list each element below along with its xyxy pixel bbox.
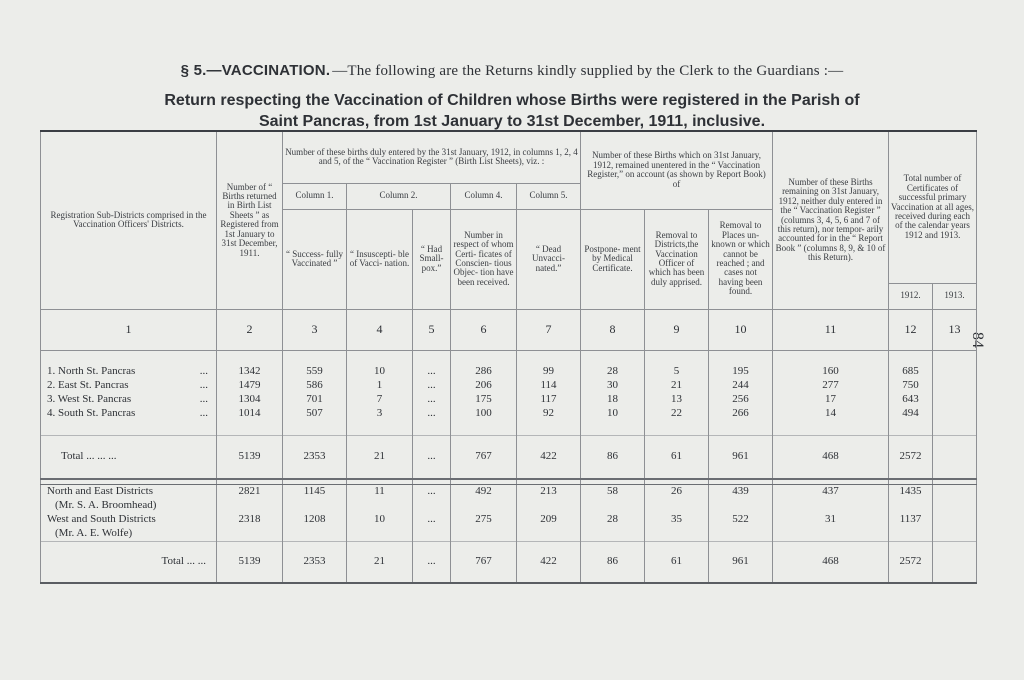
table-cell: 286 <box>451 365 517 379</box>
table-cell: 11 <box>347 484 413 499</box>
table-cell: 2821 <box>217 484 283 499</box>
table-cell: ... <box>413 407 451 421</box>
table-cell: 492 <box>451 484 517 499</box>
table-cell: 31 <box>773 513 889 527</box>
header-total-certificates: Total number of Certificates of successful primary Vaccination at all ages, received during each of the calendar years 1912 and 1913. <box>889 131 977 283</box>
total-label: Total ... ... <box>41 541 217 583</box>
table-cell: 35 <box>645 513 709 527</box>
table-cell: 117 <box>517 393 581 407</box>
section-heading: § 5.—VACCINATION. <box>180 62 331 79</box>
district-name <box>41 365 217 379</box>
table-cell: 58 <box>581 484 645 499</box>
table-cell: 2353 <box>283 541 347 583</box>
table-cell: 507 <box>283 407 347 421</box>
spacer-row <box>41 421 977 436</box>
table-cell: 1014 <box>217 407 283 421</box>
header-conscientious-objection: Number in respect of whom Certi- ficates of Conscien- tious Objec- tion have been received. <box>451 209 517 309</box>
table-cell: 100 <box>451 407 517 421</box>
table-cell: 7 <box>347 393 413 407</box>
table-cell: 767 <box>451 541 517 583</box>
table-cell: 10 <box>347 513 413 527</box>
header-year-1912: 1912. <box>889 283 933 309</box>
column-number: 5 <box>413 309 451 350</box>
table-cell: 750 <box>889 379 933 393</box>
table-cell: 494 <box>889 407 933 421</box>
header-dead-unvaccinated: “ Dead Unvacci- nated.” <box>517 209 581 309</box>
column-number: 13 <box>933 309 977 350</box>
table-cell: 439 <box>709 484 773 499</box>
table-cell: 5 <box>645 365 709 379</box>
leader-dots: ... <box>199 406 208 419</box>
table-cell: 28 <box>581 513 645 527</box>
table-cell: 468 <box>773 435 889 479</box>
table-cell: 1137 <box>889 513 933 527</box>
total-label: Total ... ... ... <box>41 435 217 479</box>
header-successfully-vaccinated: “ Success- fully Vaccinated ” <box>283 209 347 309</box>
table-cell: ... <box>413 541 451 583</box>
table-cell: 195 <box>709 365 773 379</box>
officer-name: (Mr. A. E. Wolfe) <box>41 527 217 542</box>
table-cell: 22 <box>645 407 709 421</box>
table-cell <box>933 435 977 479</box>
table-cell: ... <box>413 513 451 527</box>
page-number: 84 <box>969 332 986 348</box>
table-row <box>41 379 977 393</box>
table-cell: 21 <box>347 435 413 479</box>
return-title-line-2: Saint Pancras, from 1st January to 31st December, 1911, inclusive. <box>258 113 766 130</box>
table-cell: 961 <box>709 541 773 583</box>
column-number: 10 <box>709 309 773 350</box>
header-had-smallpox: “ Had Small- pox.” <box>413 209 451 309</box>
table-row <box>41 513 977 527</box>
leader-dots: ... <box>199 392 208 405</box>
table-cell: ... <box>413 379 451 393</box>
table-cell: 61 <box>645 541 709 583</box>
column-number: 7 <box>517 309 581 350</box>
header-year-1913: 1913. <box>933 283 977 309</box>
table-cell: 2572 <box>889 541 933 583</box>
table-cell <box>933 541 977 583</box>
table-cell: 266 <box>709 407 773 421</box>
table-cell: 17 <box>773 393 889 407</box>
officer-name: (Mr. S. A. Broomhead) <box>41 499 217 513</box>
header-column-2: Column 2. <box>347 183 451 209</box>
column-number: 12 <box>889 309 933 350</box>
table-cell: 1208 <box>283 513 347 527</box>
table-row-continuation <box>41 499 977 513</box>
header-postponement: Postpone- ment by Medical Certificate. <box>581 209 645 309</box>
table-cell: 10 <box>581 407 645 421</box>
district-name <box>41 407 217 421</box>
table-cell: 99 <box>517 365 581 379</box>
table-cell: 10 <box>347 365 413 379</box>
table-cell: 277 <box>773 379 889 393</box>
table-cell: 422 <box>517 435 581 479</box>
table-row <box>41 484 977 499</box>
table-cell: 28 <box>581 365 645 379</box>
column-number: 6 <box>451 309 517 350</box>
table-cell: 1304 <box>217 393 283 407</box>
table-cell: 468 <box>773 541 889 583</box>
table-cell: 30 <box>581 379 645 393</box>
table-cell <box>933 513 977 527</box>
intro-text: —The following are the Returns kindly supplied by the Clerk to the Guardians :— <box>332 63 844 79</box>
table-cell: 961 <box>709 435 773 479</box>
officer-district-name: North and East Districts <box>41 484 217 499</box>
table-cell: 244 <box>709 379 773 393</box>
header-column-1: Column 1. <box>283 183 347 209</box>
column-number: 9 <box>645 309 709 350</box>
table-cell: 86 <box>581 435 645 479</box>
table-cell: 13 <box>645 393 709 407</box>
header-sub-districts: Registration Sub-Districts comprised in the Vaccination Officers' Districts. <box>41 131 217 309</box>
table-cell <box>933 379 977 393</box>
district-label: 1. North St. Pancras <box>47 364 136 377</box>
table-cell: 5139 <box>217 435 283 479</box>
table-cell: 206 <box>451 379 517 393</box>
header-unentered: Number of these Births which on 31st January, 1912, remained unentered in the “ Vaccination Register,” on account (as shown by Report Book) of <box>581 131 773 209</box>
officer-district-name: West and South Districts <box>41 513 217 527</box>
table-cell: 2572 <box>889 435 933 479</box>
table-cell: ... <box>413 365 451 379</box>
return-title-line-1: Return respecting the Vaccination of Children whose Births were registered in the Parish of <box>164 92 860 109</box>
table-cell <box>933 393 977 407</box>
table-cell <box>933 407 977 421</box>
table-cell: 685 <box>889 365 933 379</box>
table-cell: 114 <box>517 379 581 393</box>
table-cell: 767 <box>451 435 517 479</box>
table-cell: 1342 <box>217 365 283 379</box>
header-column-5: Column 5. <box>517 183 581 209</box>
table-cell: 275 <box>451 513 517 527</box>
table-row <box>41 393 977 407</box>
table-row-continuation <box>41 527 977 542</box>
header-insusceptible: “ Insuscepti- ble of Vacci- nation. <box>347 209 413 309</box>
table-cell: 61 <box>645 435 709 479</box>
table-cell: 522 <box>709 513 773 527</box>
vaccination-return-table <box>40 130 977 584</box>
header-births-returned: Number of “ Births returned in Birth List Sheets ” as Registered from 1st January to 31st December, 1911. <box>217 131 283 309</box>
column-number-row <box>41 309 977 350</box>
table-cell: 92 <box>517 407 581 421</box>
column-number: 11 <box>773 309 889 350</box>
column-number: 1 <box>41 309 217 350</box>
table-cell: 256 <box>709 393 773 407</box>
table-cell: 86 <box>581 541 645 583</box>
leader-dots: ... <box>199 364 208 377</box>
table-cell: 213 <box>517 484 581 499</box>
table-cell <box>933 365 977 379</box>
intro-line <box>0 62 1024 80</box>
table-cell: 559 <box>283 365 347 379</box>
table-cell: 2318 <box>217 513 283 527</box>
district-name <box>41 393 217 407</box>
table-cell: 643 <box>889 393 933 407</box>
leader-dots: ... <box>199 378 208 391</box>
table-row <box>41 365 977 379</box>
table-row <box>41 407 977 421</box>
table-cell: 701 <box>283 393 347 407</box>
table-cell: 26 <box>645 484 709 499</box>
header-remaining: Number of these Births remaining on 31st January, 1912, neither duly entered in the “ Vaccination Register ” (columns 3, 4, 5, 6 and 7 of this return), nor tempor- arily accounted for in the “ Report Book ” (columns 8, 9, & 10 of this Return). <box>773 131 889 309</box>
table-cell: 586 <box>283 379 347 393</box>
header-removal-districts: Removal to Districts,the Vaccination Officer of which has been duly apprised. <box>645 209 709 309</box>
total-row <box>41 435 977 479</box>
table-cell: ... <box>413 393 451 407</box>
column-number: 2 <box>217 309 283 350</box>
column-number: 4 <box>347 309 413 350</box>
spacer-row <box>41 350 977 365</box>
table-cell: 160 <box>773 365 889 379</box>
district-name <box>41 379 217 393</box>
table-cell: ... <box>413 484 451 499</box>
table-cell: 21 <box>347 541 413 583</box>
table-cell: 5139 <box>217 541 283 583</box>
column-number: 3 <box>283 309 347 350</box>
table-cell: 1145 <box>283 484 347 499</box>
table-cell: 1 <box>347 379 413 393</box>
table-cell: ... <box>413 435 451 479</box>
table-cell: 209 <box>517 513 581 527</box>
table-cell: 437 <box>773 484 889 499</box>
table-cell: 14 <box>773 407 889 421</box>
table-cell: 1435 <box>889 484 933 499</box>
table-cell: 175 <box>451 393 517 407</box>
header-column-4: Column 4. <box>451 183 517 209</box>
column-number: 8 <box>581 309 645 350</box>
table-cell: 1479 <box>217 379 283 393</box>
table-cell <box>933 484 977 499</box>
header-removal-unknown: Removal to Places un- known or which cannot be reached ; and cases not having been found. <box>709 209 773 309</box>
table-cell: 18 <box>581 393 645 407</box>
table-cell: 422 <box>517 541 581 583</box>
table-cell: 21 <box>645 379 709 393</box>
district-label: 2. East St. Pancras <box>47 378 129 391</box>
table-cell: 2353 <box>283 435 347 479</box>
district-label: 4. South St. Pancras <box>47 406 136 419</box>
total-row <box>41 541 977 583</box>
table-cell: 3 <box>347 407 413 421</box>
header-duly-entered: Number of these births duly entered by the 31st January, 1912, in columns 1, 2, 4 and 5, of the “ Vaccination Register ” (Birth List Sheets), viz. : <box>283 131 581 183</box>
district-label: 3. West St. Pancras <box>47 392 132 405</box>
